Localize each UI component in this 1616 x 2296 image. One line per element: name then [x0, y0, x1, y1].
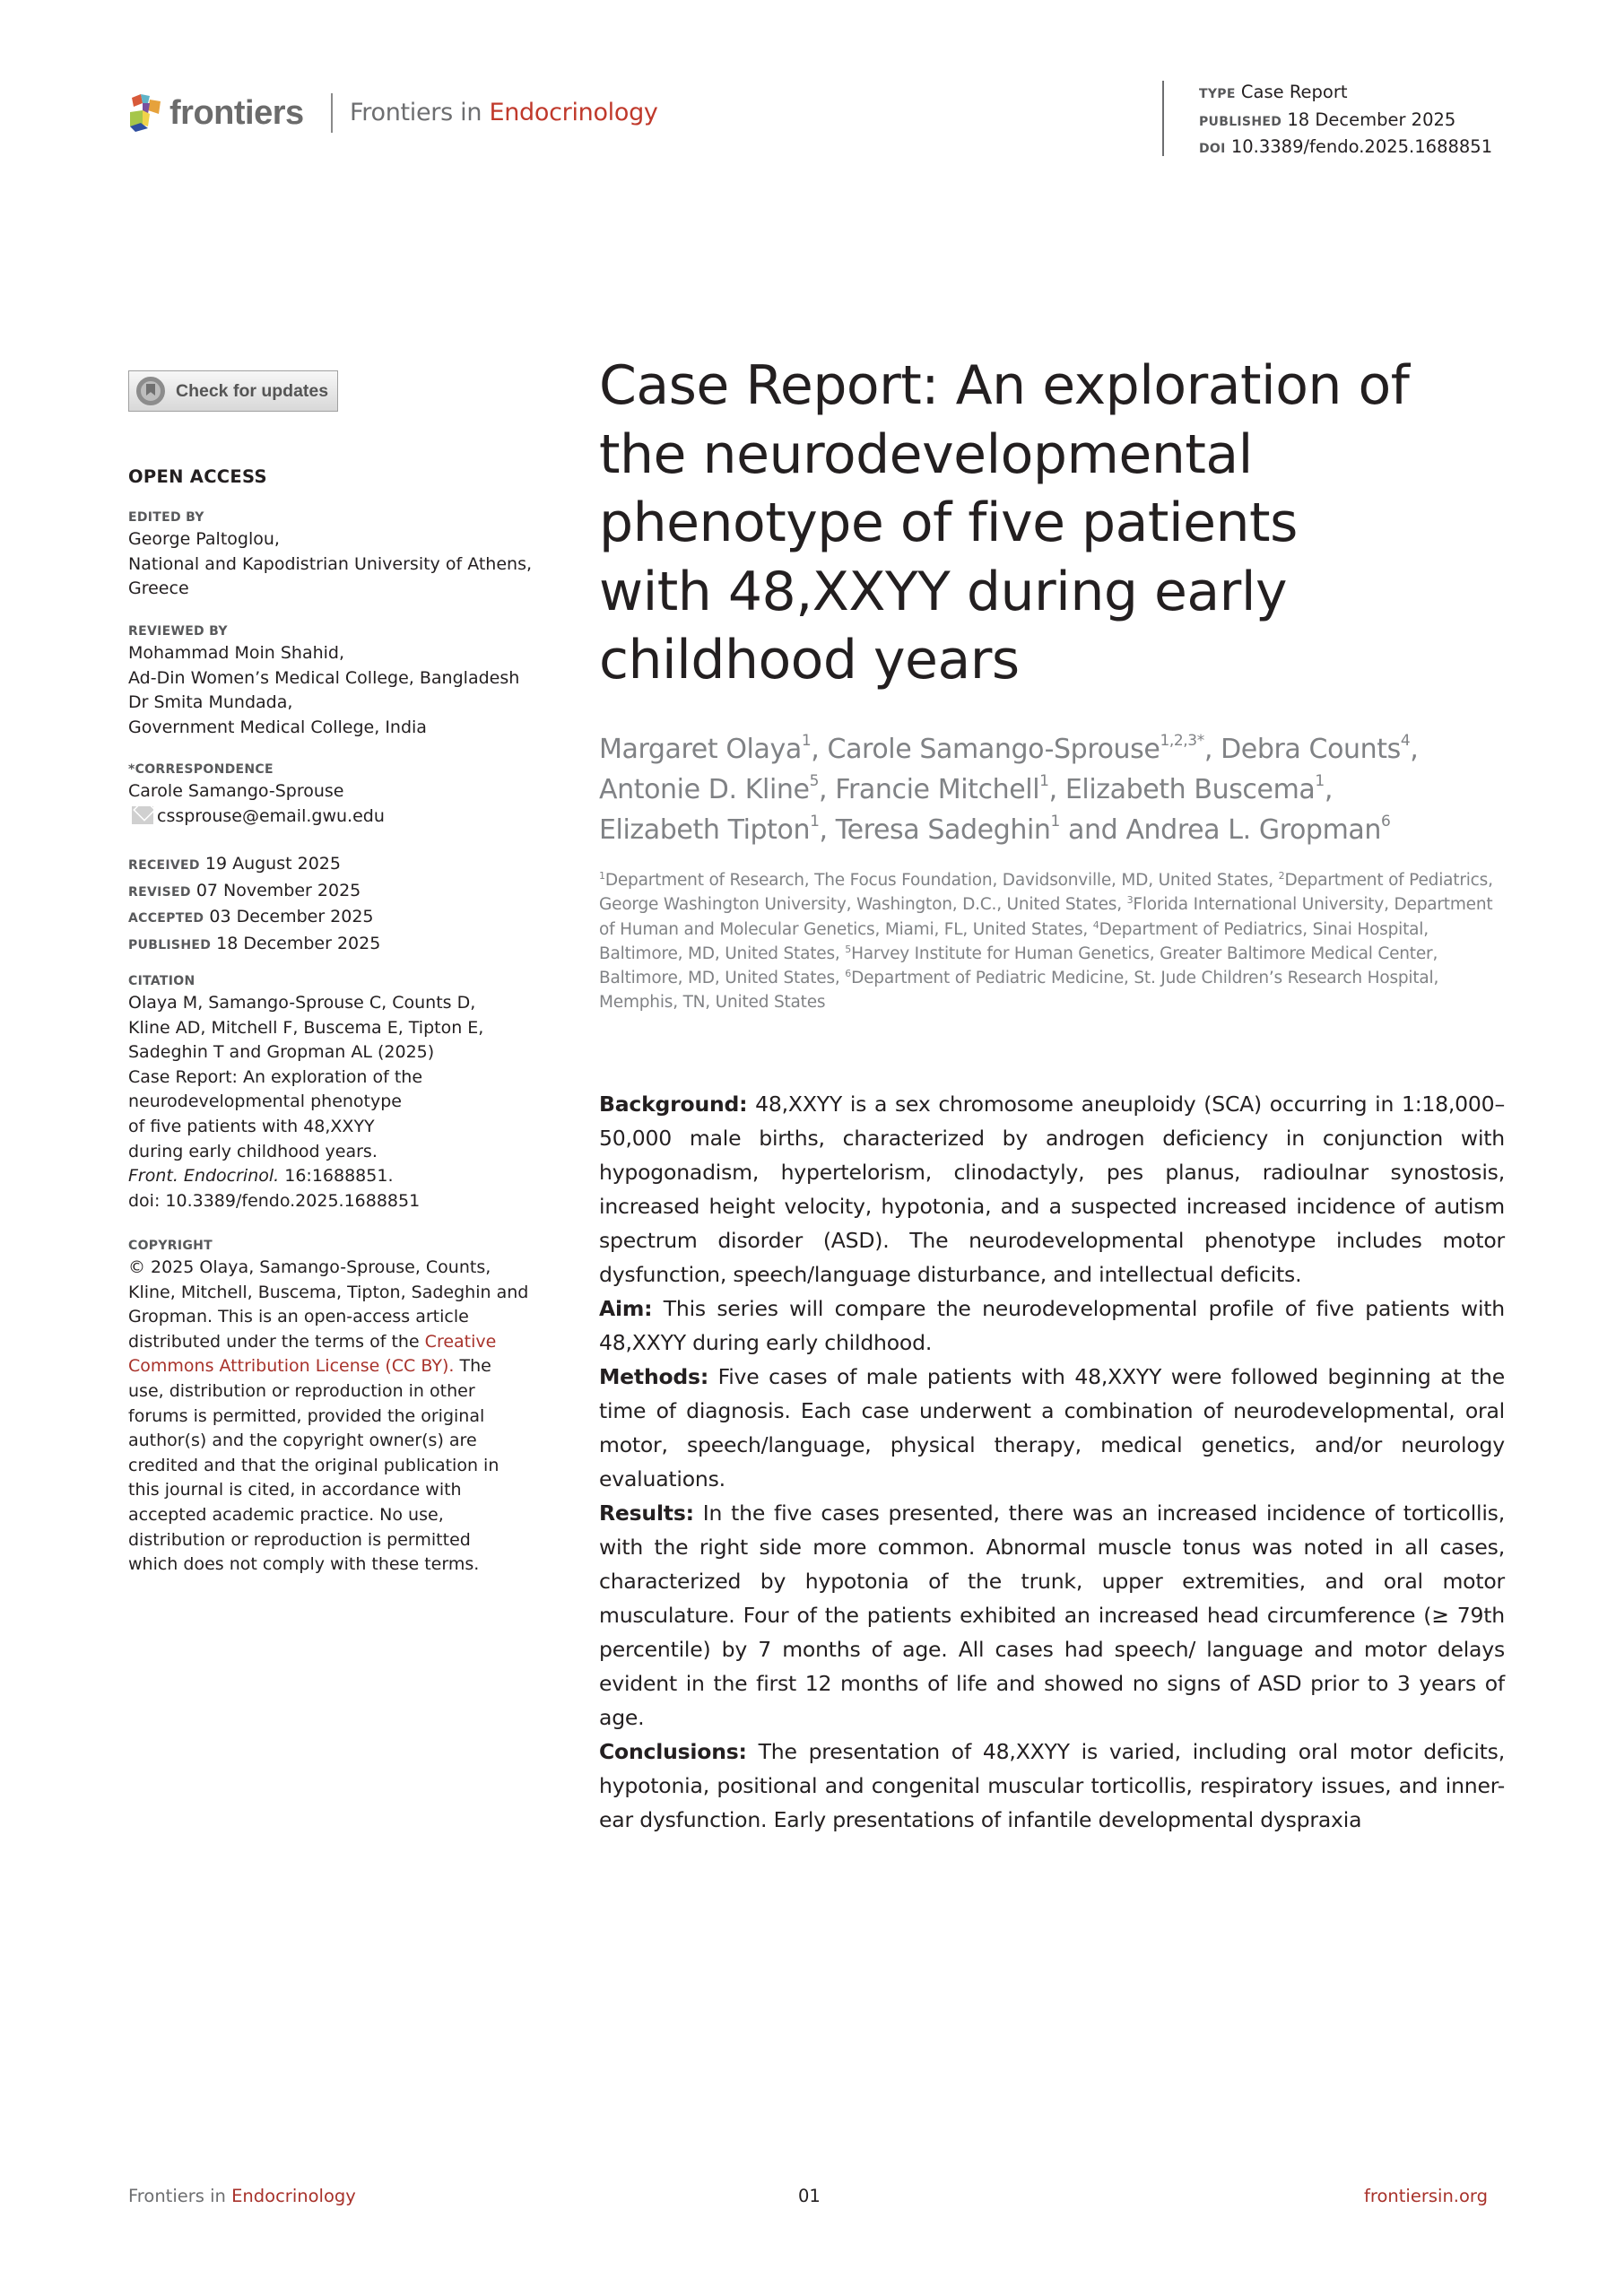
author-affiliation-marker: 1,2,3*	[1160, 732, 1204, 750]
copyright-line: Kline, Mitchell, Buscema, Tipton, Sadeghin and	[128, 1282, 529, 1302]
frontiers-wordmark: frontiers	[169, 93, 304, 132]
dates-section	[128, 852, 380, 958]
reviewer-name: Dr Smita Mundada,	[128, 692, 293, 713]
author-separator: ,	[1410, 734, 1419, 765]
copyright-line: distribution or reproduction is permitted	[128, 1529, 471, 1550]
copyright-line: © 2025 Olaya, Samango-Sprouse, Counts,	[128, 1257, 491, 1277]
citation-line: Sadeghin T and Gropman AL (2025)	[128, 1042, 435, 1063]
copyright-line: accepted academic practice. No use,	[128, 1504, 444, 1525]
reviewed-by-section	[128, 622, 519, 740]
citation-line: neurodevelopmental phenotype	[128, 1091, 402, 1112]
open-access-label: OPEN ACCESS	[128, 466, 267, 487]
abstract-section	[599, 1735, 1505, 1837]
author-separator: ,	[1324, 774, 1333, 805]
abstract-section	[599, 1292, 1505, 1360]
author-list	[599, 729, 1505, 850]
reviewer-affiliation: Ad-Din Women’s Medical College, Bangladesh	[128, 667, 520, 688]
author-affiliation-marker: 5	[809, 772, 820, 790]
correspondence-label: *CORRESPONDENCE	[128, 762, 274, 777]
affiliation-number: 6	[845, 968, 852, 980]
email-link[interactable]: cssprouse@email.gwu.edu	[157, 805, 385, 826]
author-name[interactable]: Debra Counts	[1221, 734, 1401, 765]
bookmark-icon	[136, 377, 165, 405]
citation-line: of five patients with 48,XXYY	[128, 1116, 375, 1136]
author-name[interactable]: Francie Mitchell	[835, 774, 1040, 805]
correspondence-name: Carole Samango-Sprouse	[128, 781, 344, 801]
affiliation-number: 5	[845, 943, 852, 955]
logo-facet	[148, 100, 161, 114]
frontiers-logo-mark-icon	[128, 92, 164, 134]
abstract-heading: Methods:	[599, 1364, 709, 1389]
author-name[interactable]: Andrea L. Gropman	[1125, 814, 1381, 846]
copyright-line: author(s) and the copyright owner(s) are	[128, 1431, 477, 1451]
citation-line: during early childhood years.	[128, 1141, 378, 1161]
affiliation-number: 2	[1278, 870, 1285, 882]
editor-affiliation: National and Kapodistrian University of Athens,	[128, 553, 533, 574]
author-affiliation-marker: 1	[1039, 772, 1049, 790]
author-name[interactable]: Margaret Olaya	[599, 734, 802, 765]
author-name[interactable]: Antonie D. Kline	[599, 774, 810, 805]
correspondence-section	[128, 760, 385, 829]
logo-facet	[143, 110, 150, 126]
abstract-section	[599, 1360, 1505, 1496]
copyright-line: forums is permitted, provided the original	[128, 1405, 485, 1426]
reviewer-name: Mohammad Moin Shahid,	[128, 643, 345, 663]
author-separator: and	[1059, 814, 1126, 846]
abstract-text: This series will compare the neurodevelopmental profile of five patients with 48,XXYY during early childhood.	[599, 1296, 1505, 1355]
citation-doi: doi: 10.3389/fendo.2025.1688851	[128, 1190, 421, 1211]
footer-journal[interactable]: Frontiers in Endocrinology	[128, 2186, 356, 2206]
abstract	[599, 1087, 1505, 1837]
author-separator: ,	[819, 814, 836, 846]
logo-facet	[132, 94, 143, 107]
editor-name: George Paltoglou,	[128, 529, 280, 549]
meta-type: TYPE Case Report	[1199, 82, 1348, 102]
author-separator: ,	[1048, 774, 1065, 805]
date-received: RECEIVED 19 August 2025	[128, 854, 341, 874]
affiliation-text: Florida International University, Department of Human and Molecular Genetics, Miami, FL, United States,	[599, 895, 1493, 939]
abstract-section	[599, 1496, 1505, 1735]
frontiers-logo[interactable]	[128, 91, 304, 135]
abstract-text: Five cases of male patients with 48,XXYY were followed beginning at the time of diagnosis. Each case underwent a combination of neurodevelopmental, oral motor, speech/language, physical therapy, medical genetics, and/or neurology evaluations.	[599, 1364, 1505, 1492]
author-name[interactable]: Elizabeth Buscema	[1064, 774, 1316, 805]
date-accepted: ACCEPTED 03 December 2025	[128, 907, 374, 927]
author-affiliation-marker: 1	[801, 732, 812, 750]
author-name[interactable]: Elizabeth Tipton	[599, 814, 811, 846]
abstract-text: 48,XXYY is a sex chromosome aneuploidy (SCA) occurring in 1:18,000–50,000 male births, characterized by androgen deficiency in conjunction with hypogonadism, hypertelorism, clinodactyly, pes planus, radioulnar synostosis, increased height velocity, hypotonia, and a suspected increased incidence of autism spectrum disorder (ASD). The neurodevelopmental phenotype includes motor dysfunction, speech/language disturbance, and intellectual deficits.	[599, 1091, 1505, 1287]
author-affiliation-marker: 1	[810, 813, 820, 831]
copyright-section	[128, 1236, 528, 1578]
affiliation-number: 1	[599, 870, 605, 882]
affiliation-text: Department of Pediatrics, George Washington University, Washington, D.C., United States,	[599, 871, 1493, 915]
author-name[interactable]: Teresa Sadeghin	[835, 814, 1051, 846]
journal-prefix: Frontiers in	[350, 99, 482, 126]
article-title: Case Report: An exploration of the neurodevelopmental phenotype of five patients with 48,XXYY during early childhood years	[599, 354, 1410, 691]
author-separator: ,	[819, 774, 836, 805]
citation-section	[128, 971, 483, 1213]
author-affiliation-marker: 6	[1381, 813, 1391, 831]
correspondence-email[interactable]	[128, 804, 385, 830]
copyright-line: distributed under the terms of the Creative	[128, 1331, 497, 1352]
copyright-line: this journal is cited, in accordance with	[128, 1480, 462, 1500]
author-separator: ,	[811, 734, 828, 765]
affiliation-text: Department of Pediatric Medicine, St. Jude Children’s Research Hospital, Memphis, TN, United States	[599, 969, 1439, 1013]
abstract-heading: Aim:	[599, 1296, 653, 1321]
abstract-heading: Results:	[599, 1500, 694, 1526]
affiliation-number: 3	[1126, 894, 1134, 907]
envelope-icon	[132, 806, 153, 824]
copyright-line: credited and that the original publication in	[128, 1455, 500, 1475]
meta-published: PUBLISHED 18 December 2025	[1199, 109, 1456, 130]
page-number: 01	[798, 2186, 821, 2206]
header-divider	[331, 93, 333, 133]
meta-divider	[1162, 81, 1164, 156]
affiliation-text: Department of Pediatrics, Sinai Hospital, Baltimore, MD, United States,	[599, 919, 1429, 963]
citation-label: CITATION	[128, 974, 195, 988]
doi-link[interactable]: 10.3389/fendo.2025.1688851	[1230, 136, 1493, 157]
affiliations	[599, 868, 1505, 1015]
journal-title: Endocrinology	[489, 99, 658, 126]
abstract-text: In the five cases presented, there was an increased incidence of torticollis, with the right side more common. Abnormal muscle tonus was noted in all cases, characterized by hypotonia of the trunk, upper extremities, and oral motor musculature. Four of the patients exhibited an increased head circumference (≥ 79th percentile) by 7 months of age. All cases had speech/ language and motor delays evident in the first 12 months of life and showed no signs of ASD prior to 3 years of age.	[599, 1500, 1505, 1730]
citation-line: Case Report: An exploration of the	[128, 1066, 423, 1087]
author-affiliation-marker: 1	[1050, 813, 1060, 831]
abstract-section	[599, 1087, 1505, 1292]
edited-by-label: EDITED BY	[128, 510, 204, 525]
citation-line: Kline AD, Mitchell F, Buscema E, Tipton E,	[128, 1017, 484, 1038]
check-for-updates-label: Check for updates	[176, 380, 329, 401]
citation-journal: Front. Endocrinol. 16:1688851.	[128, 1166, 394, 1187]
copyright-line: use, distribution or reproduction in other	[128, 1380, 475, 1401]
abstract-heading: Background:	[599, 1091, 748, 1117]
edited-by-section	[128, 508, 532, 602]
affiliation-text: Department of Research, The Focus Foundation, Davidsonville, MD, United States,	[604, 871, 1279, 890]
article-meta	[1199, 80, 1492, 162]
author-affiliation-marker: 4	[1400, 732, 1411, 750]
license-link[interactable]: Creative	[424, 1331, 497, 1352]
copyright-label: COPYRIGHT	[128, 1239, 213, 1253]
citation-line: Olaya M, Samango-Sprouse C, Counts D,	[128, 993, 476, 1013]
reviewed-by-label: REVIEWED BY	[128, 624, 228, 639]
affiliation-number: 4	[1092, 918, 1099, 931]
editor-country: Greece	[128, 578, 189, 599]
copyright-line: Gropman. This is an open-access article	[128, 1307, 469, 1327]
author-name[interactable]: Carole Samango-Sprouse	[827, 734, 1160, 765]
journal-name[interactable]	[350, 99, 658, 126]
author-affiliation-marker: 1	[1315, 772, 1325, 790]
footer-site-link[interactable]: frontiersin.org	[1364, 2186, 1488, 2206]
copyright-line: Commons Attribution License (CC BY). The	[128, 1356, 491, 1377]
check-for-updates-button[interactable]	[128, 370, 338, 412]
date-revised: REVISED 07 November 2025	[128, 880, 361, 900]
copyright-line: which does not comply with these terms.	[128, 1554, 480, 1575]
author-separator: ,	[1203, 734, 1221, 765]
date-published: PUBLISHED 18 December 2025	[128, 933, 381, 953]
abstract-heading: Conclusions:	[599, 1739, 747, 1764]
license-link[interactable]: Commons Attribution License (CC BY).	[128, 1356, 455, 1377]
abstract-text: The presentation of 48,XXYY is varied, including oral motor deficits, hypotonia, positional and congenital muscular torticollis, respiratory issues, and inner-ear dysfunction. Early presentations of infantile developmental dyspraxia	[599, 1739, 1505, 1832]
reviewer-affiliation: Government Medical College, India	[128, 717, 427, 737]
meta-doi: DOI 10.3389/fendo.2025.1688851	[1199, 136, 1493, 157]
affiliation-text: Harvey Institute for Human Genetics, Greater Baltimore Medical Center, Baltimore, MD, United States,	[599, 944, 1438, 988]
